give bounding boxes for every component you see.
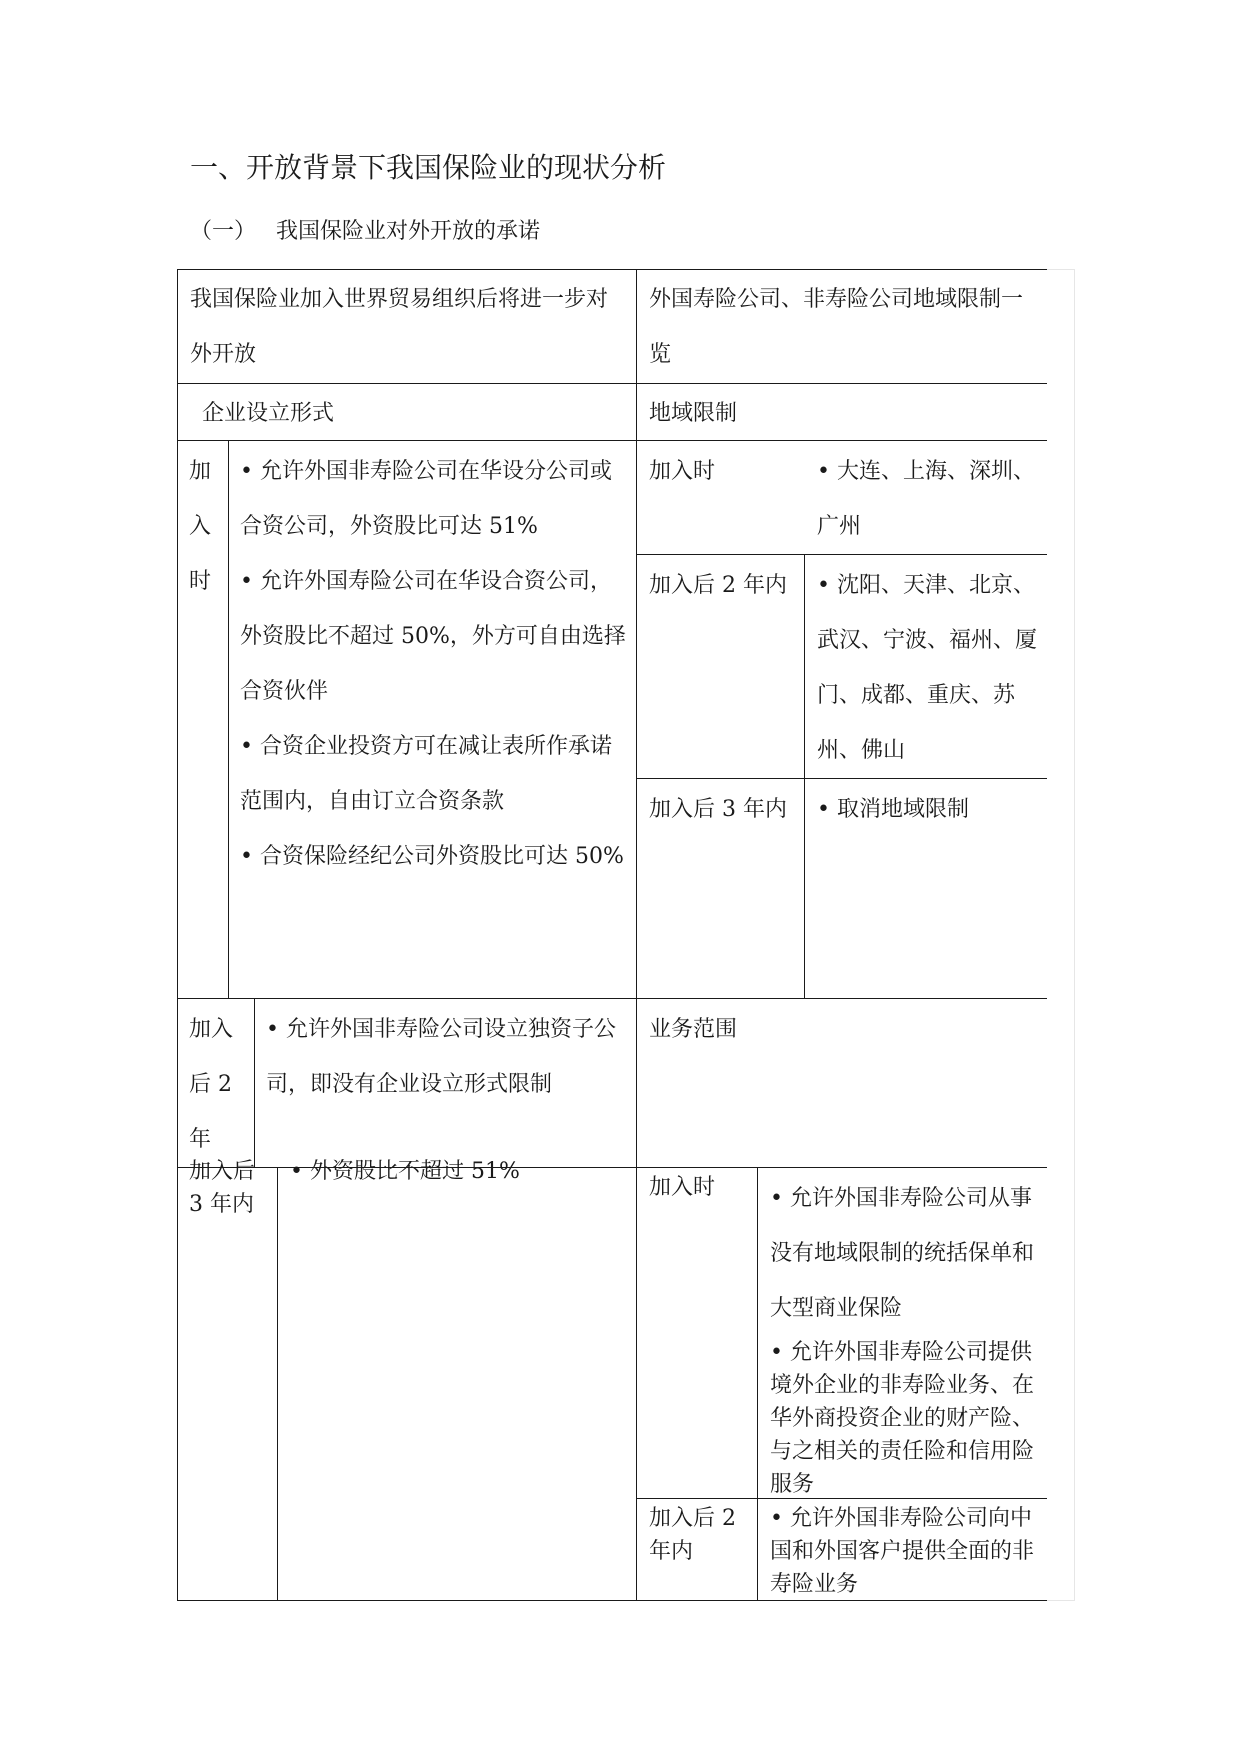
subsection-heading bbox=[190, 215, 540, 249]
list-item: • 允许外国非寿险公司提供境外企业的非寿险业务、在华外商投资企业的财产险、与之相关的责任险和信用险服务 bbox=[770, 1340, 1035, 1497]
table-right-title: 外国寿险公司、非寿险公司地域限制一览 bbox=[649, 287, 1024, 367]
region-cities-3y: • 取消地域限制 bbox=[817, 797, 969, 822]
region-stage-3y: 加入后 3 年内 bbox=[649, 797, 787, 822]
region-cities-join: • 大连、上海、深圳、广州 bbox=[817, 459, 1035, 539]
scope-stage-2y: 加入后 2 年内 bbox=[649, 1506, 736, 1564]
region-header: 地域限制 bbox=[649, 401, 738, 426]
form-stage-3y: 加入后 3 年内 bbox=[189, 1159, 256, 1217]
scope-header: 业务范围 bbox=[649, 1017, 738, 1042]
scope-items-2y bbox=[760, 1502, 1045, 1601]
list-item: • 合资企业投资方可在减让表所作承诺范围内，自由订立合资条款 bbox=[240, 734, 612, 814]
form-items-2y bbox=[256, 1002, 634, 1112]
subsection-number: （一） bbox=[190, 219, 257, 244]
list-item: • 合资保险经纪公司外资股比可达 50% bbox=[240, 844, 624, 869]
list-item: • 允许外国非寿险公司在华设分公司或合资公司，外资股比可达 51% bbox=[240, 459, 612, 539]
section-heading: 一、开放背景下我国保险业的现状分析 bbox=[190, 151, 667, 184]
scope-stage-join: 加入时 bbox=[649, 1175, 716, 1200]
region-stage-2y: 加入后 2 年内 bbox=[649, 573, 787, 598]
form-stage-join: 加入时 bbox=[189, 459, 212, 594]
form-header: 企业设立形式 bbox=[202, 401, 335, 426]
scope-items-join bbox=[760, 1171, 1045, 1501]
form-items-join bbox=[230, 444, 634, 884]
form-stage-2y: 加入后 2 年 bbox=[189, 1017, 234, 1152]
list-item: • 允许外国非寿险公司设立独资子公司，即没有企业设立形式限制 bbox=[266, 1017, 616, 1097]
list-item: • 允许外国寿险公司在华设合资公司，外资股比不超过 50%，外方可自由选择合资伙伴 bbox=[240, 569, 626, 704]
list-item: • 允许外国非寿险公司向中国和外国客户提供全面的非寿险业务 bbox=[770, 1506, 1035, 1597]
form-items-3y bbox=[280, 1155, 634, 1188]
table-left-title: 我国保险业加入世界贸易组织后将进一步对外开放 bbox=[190, 287, 609, 367]
region-cities-2y: • 沈阳、天津、北京、武汉、宁波、福州、厦门、成都、重庆、苏州、佛山 bbox=[817, 573, 1038, 763]
region-stage-join: 加入时 bbox=[649, 459, 716, 484]
list-item: • 外资股比不超过 51% bbox=[290, 1159, 520, 1184]
subsection-title: 我国保险业对外开放的承诺 bbox=[276, 219, 541, 244]
list-item: • 允许外国非寿险公司从事没有地域限制的统括保单和大型商业保险 bbox=[770, 1186, 1035, 1321]
